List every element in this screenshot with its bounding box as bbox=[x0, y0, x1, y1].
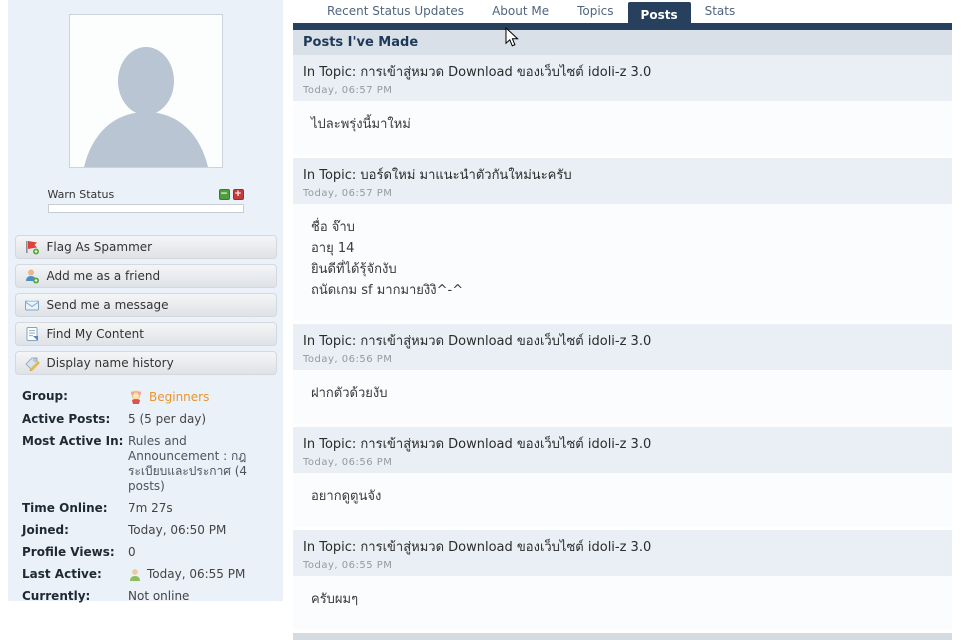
post-line: ถนัดเกม sf มากมายงิงิ^-^ bbox=[311, 283, 464, 298]
post-item bbox=[293, 158, 952, 321]
add-friend-label: Add me as a friend bbox=[46, 269, 161, 283]
find-content-icon bbox=[24, 326, 40, 342]
post-topic-link[interactable]: In Topic: การเข้าสู่หมวด Download ของเว็บไซต์ idoli-z 3.0 bbox=[303, 65, 652, 80]
tab-recent-status-updates[interactable]: Recent Status Updates bbox=[327, 4, 465, 18]
post-timestamp: Today, 06:57 PM bbox=[303, 85, 393, 96]
stat-row-active-posts bbox=[22, 412, 283, 427]
post-header bbox=[293, 158, 952, 204]
send-message-label: Send me a message bbox=[46, 298, 169, 312]
profile-content bbox=[293, 0, 952, 640]
post-body bbox=[293, 576, 952, 630]
post-body bbox=[293, 473, 952, 527]
group-badge-icon bbox=[128, 389, 144, 405]
name-history-icon bbox=[24, 355, 40, 371]
group-name[interactable]: Beginners bbox=[149, 389, 210, 404]
post-topic-link[interactable]: In Topic: บอร์ดใหม่ มาแนะนำตัวกันใหม่นะครับ bbox=[303, 168, 572, 183]
tab-stats[interactable]: Stats bbox=[704, 4, 736, 18]
post-header bbox=[293, 530, 952, 576]
stat-row-currently bbox=[22, 589, 283, 604]
stat-row-joined bbox=[22, 523, 283, 538]
time-online-label: Time Online: bbox=[22, 501, 108, 515]
active-posts-label: Active Posts: bbox=[22, 412, 111, 426]
stat-row-last-active bbox=[22, 567, 283, 582]
post-line: ยินดีที่ได้รุ้จักงับ bbox=[311, 262, 397, 277]
post-item bbox=[293, 530, 952, 630]
offline-user-icon bbox=[128, 568, 142, 582]
profile-views-label: Profile Views: bbox=[22, 545, 115, 559]
flag-as-spammer-label: Flag As Spammer bbox=[46, 240, 153, 254]
profile-sidebar bbox=[8, 0, 283, 601]
post-body bbox=[293, 370, 952, 424]
tab-posts[interactable]: Posts bbox=[628, 2, 691, 30]
profile-actions bbox=[8, 235, 283, 375]
post-line: ชื่อ จ๊าบ bbox=[311, 220, 355, 235]
post-body bbox=[293, 204, 952, 321]
profile-views-value: 0 bbox=[128, 545, 136, 559]
joined-label: Joined: bbox=[22, 523, 69, 537]
time-online-value: 7m 27s bbox=[128, 501, 173, 515]
group-label: Group: bbox=[22, 389, 68, 403]
post-line: อยากดูตูนจัง bbox=[311, 489, 382, 504]
post-line: ไปละพรุ่งนี้มาใหม่ bbox=[311, 117, 411, 132]
warn-status-bar bbox=[48, 204, 244, 213]
post-topic-link[interactable]: In Topic: การเข้าสู่หมวด Download ของเว็บไซต์ idoli-z 3.0 bbox=[303, 334, 652, 349]
warn-status-row bbox=[48, 188, 244, 201]
message-icon bbox=[24, 297, 40, 313]
post-item bbox=[293, 324, 952, 424]
post-line: อายุ 14 bbox=[311, 241, 355, 256]
post-item bbox=[293, 427, 952, 527]
stat-row-most-active bbox=[22, 434, 283, 494]
tab-topics[interactable]: Topics bbox=[577, 4, 614, 18]
post-header bbox=[293, 324, 952, 370]
add-friend-button[interactable] bbox=[15, 264, 277, 288]
last-active-value: Today, 06:55 PM bbox=[147, 567, 246, 581]
post-timestamp: Today, 06:55 PM bbox=[303, 560, 393, 571]
post-timestamp: Today, 06:57 PM bbox=[303, 188, 393, 199]
post-timestamp: Today, 06:56 PM bbox=[303, 457, 393, 468]
currently-label: Currently: bbox=[22, 589, 91, 603]
find-content-label: Find My Content bbox=[46, 327, 144, 341]
most-active-value[interactable]: Rules and Announcement : กฎระเบียบและประกาศ (4 posts) bbox=[128, 434, 248, 493]
post-header bbox=[293, 427, 952, 473]
find-content-button[interactable] bbox=[15, 322, 277, 346]
most-active-label: Most Active In: bbox=[22, 434, 124, 448]
send-message-button[interactable] bbox=[15, 293, 277, 317]
post-line: ฝากตัวด้วยงับ bbox=[311, 386, 388, 401]
post-topic-link[interactable]: In Topic: การเข้าสู่หมวด Download ของเว็บไซต์ idoli-z 3.0 bbox=[303, 437, 652, 452]
display-name-history-label: Display name history bbox=[46, 356, 174, 370]
stat-row-group bbox=[22, 389, 283, 405]
warn-status-label: Warn Status bbox=[47, 188, 115, 201]
currently-value: Not online bbox=[128, 589, 190, 603]
display-name-history-button[interactable] bbox=[15, 351, 277, 375]
active-posts-value: 5 (5 per day) bbox=[128, 412, 207, 426]
post-line: ครับผมๆ bbox=[311, 592, 359, 607]
profile-tabbar bbox=[293, 0, 952, 30]
flag-icon bbox=[24, 239, 40, 255]
default-avatar-silhouette-icon bbox=[70, 15, 222, 167]
posts-section-title: Posts I've Made bbox=[293, 30, 952, 55]
post-topic-link[interactable]: In Topic: การเข้าสู่หมวด Download ของเว็บไซต์ idoli-z 3.0 bbox=[303, 540, 652, 555]
post-item bbox=[293, 55, 952, 155]
last-active-value-wrap bbox=[128, 567, 280, 582]
add-friend-icon bbox=[24, 268, 40, 284]
flag-as-spammer-button[interactable] bbox=[15, 235, 277, 259]
post-body bbox=[293, 101, 952, 155]
avatar bbox=[69, 14, 223, 168]
tab-about-me[interactable]: About Me bbox=[492, 4, 550, 18]
warn-increase-icon[interactable]: + bbox=[234, 189, 242, 199]
next-section-edge bbox=[293, 633, 952, 640]
post-timestamp: Today, 06:56 PM bbox=[303, 354, 393, 365]
post-header bbox=[293, 55, 952, 101]
warn-decrease-icon[interactable]: − bbox=[220, 189, 228, 199]
group-value bbox=[128, 389, 280, 405]
last-active-label: Last Active: bbox=[22, 567, 102, 581]
joined-value: Today, 06:50 PM bbox=[128, 523, 227, 537]
profile-stats bbox=[22, 389, 283, 604]
stat-row-time-online bbox=[22, 501, 283, 516]
stat-row-profile-views bbox=[22, 545, 283, 560]
